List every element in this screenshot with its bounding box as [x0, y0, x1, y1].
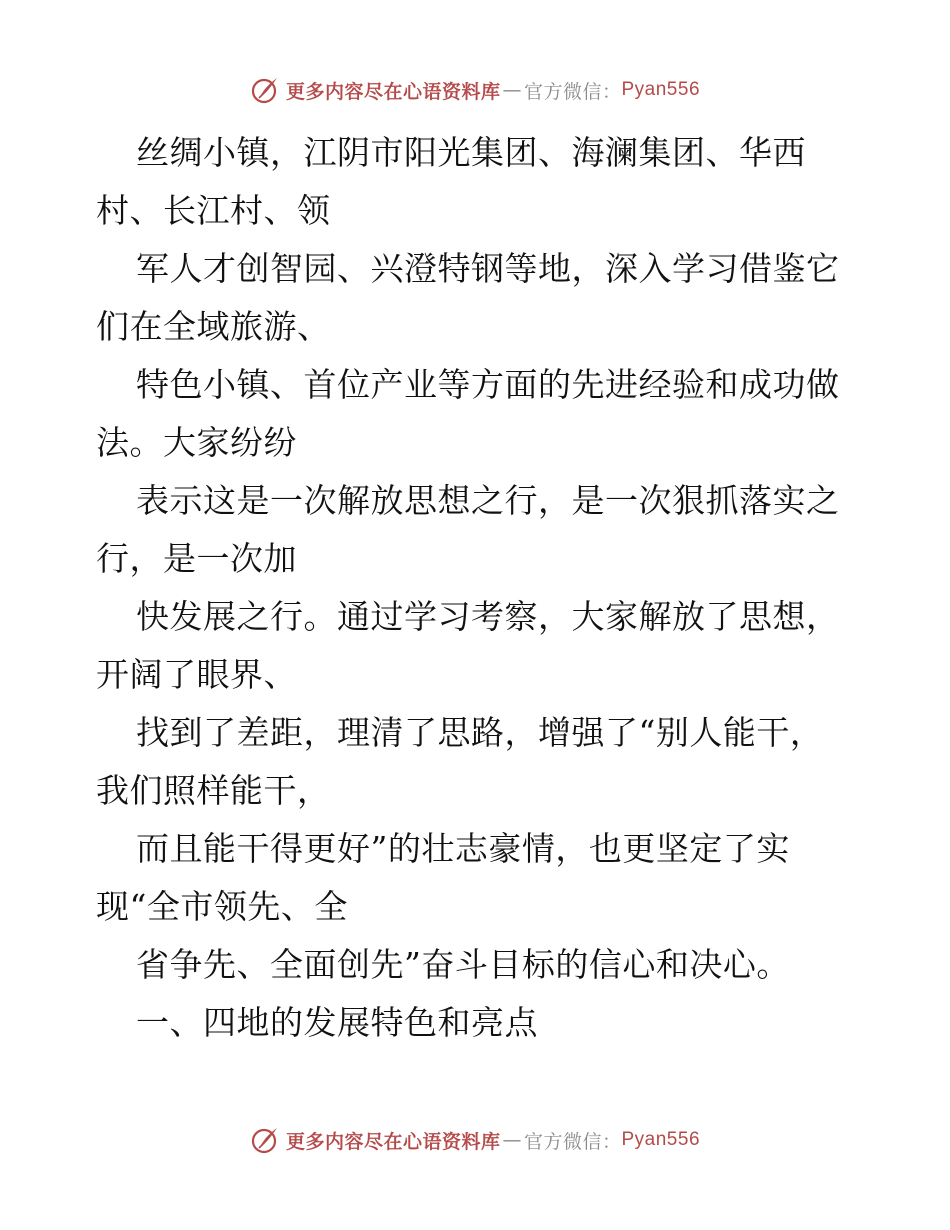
header-watermark: [0, 70, 950, 110]
text-line: 找到了差距，理清了思路，增强了“别人能干，: [136, 713, 824, 752]
text-line: 丝绸小镇，江阴市阳光集团、海澜集团、华西: [136, 133, 806, 172]
watermark-sub-text: 官方微信：: [523, 80, 622, 103]
text-line: 现“全市领先、全: [96, 887, 348, 926]
text-line: 省争先、全面创先”奋斗目标的信心和决心。: [136, 945, 790, 984]
text-line: 法。大家纷纷: [96, 423, 297, 462]
text-line: 行，是一次加: [96, 539, 297, 578]
watermark-sub-text: 官方微信：: [523, 1130, 622, 1153]
watermark-main-text: 更多内容尽在心语资料库: [285, 80, 501, 103]
watermark-dash: —: [502, 79, 522, 101]
text-line: 我们照样能干，: [96, 771, 331, 810]
text-line: 村、长江村、领: [96, 191, 331, 230]
footer-watermark: [0, 1120, 950, 1160]
watermark-text: [286, 77, 700, 104]
text-line: 们在全域旅游、: [96, 307, 331, 346]
text-line: 开阔了眼界、: [96, 655, 297, 694]
watermark-dash: —: [502, 1129, 522, 1151]
text-line: 特色小镇、首位产业等方面的先进经验和成功做: [136, 365, 840, 404]
feather-seal-icon: [250, 75, 280, 105]
text-line: 而且能干得更好”的壮志豪情，也更坚定了实: [136, 829, 790, 868]
text-line: 快发展之行。通过学习考察，大家解放了思想，: [136, 597, 840, 636]
watermark-text: [286, 1127, 700, 1154]
feather-seal-icon: [250, 1125, 280, 1155]
text-line: 军人才创智园、兴澄特钢等地，深入学习借鉴它: [136, 249, 840, 288]
watermark-wechat-id: Pyan556: [621, 1129, 701, 1150]
text-line: 表示这是一次解放思想之行，是一次狠抓落实之: [136, 481, 840, 520]
section-heading: 一、四地的发展特色和亮点: [136, 1003, 538, 1042]
watermark-main-text: 更多内容尽在心语资料库: [285, 1130, 501, 1153]
watermark-wechat-id: Pyan556: [621, 79, 701, 100]
document-body: [96, 124, 856, 1052]
